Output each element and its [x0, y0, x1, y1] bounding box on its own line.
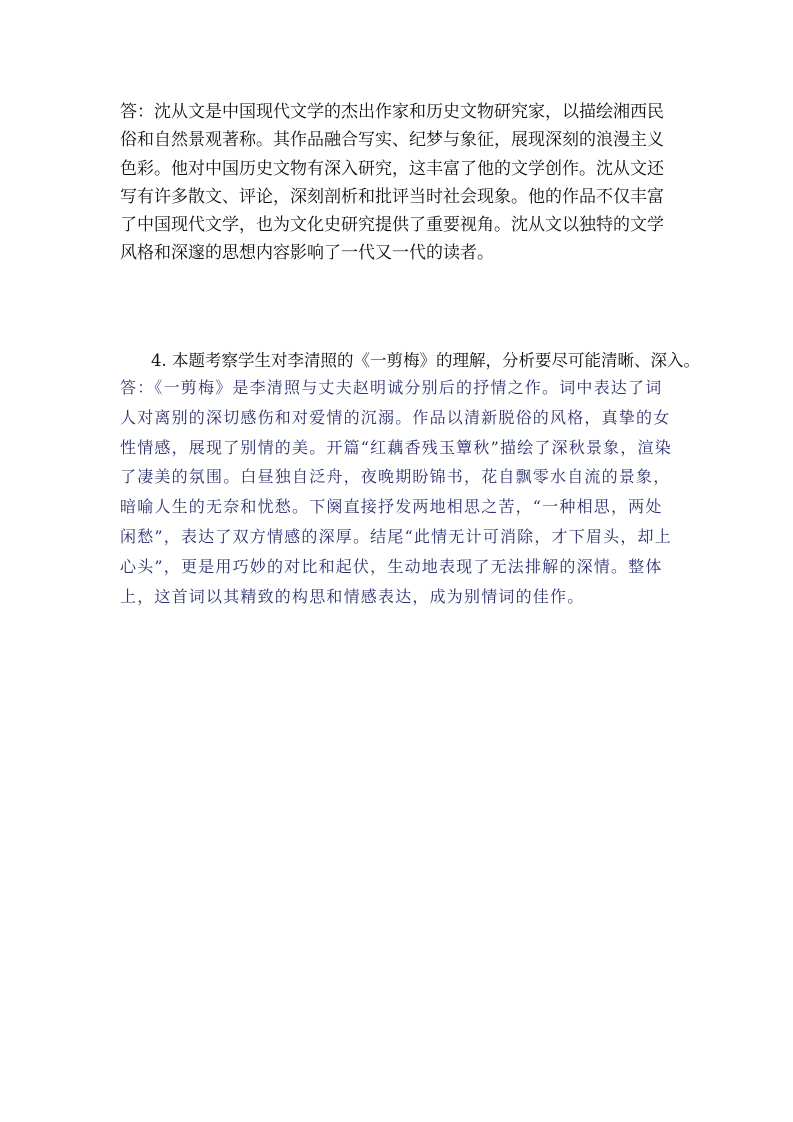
question-4-heading: 4. 本题考察学生对李清照的《一剪梅》的理解，分析要尽可能清晰、深入。: [151, 351, 700, 370]
answer-3-paragraph: 答：沈从文是中国现代文学的杰出作家和历史文物研究家，以描绘湘西民俗和自然景观著称。其作品融合写实、纪梦与象征，展现深刻的浪漫主义色彩。他对中国历史文物有深入研究，这丰富了他的文学创作。沈从文还写有许多散文、评论，深刻剖析和批评当时社会现象。他的作品不仅丰富了中国现代文学，也为文化史研究提供了重要视角。沈从文以独特的文学风格和深邃的思想内容影响了一代又一代的读者。: [120, 102, 664, 264]
answer-4-paragraph: 答：《一剪梅》是李清照与丈夫赵明诚分别后的抒情之作。词中表达了词人对离别的深切感伤和对爱情的沉溺。作品以清新脱俗的风格，真挚的女性情感，展现了别情的美。开篇“红藕香残玉簟秋”描绘了深秋景象，渲染了凄美的氛围。白昼独自泛舟，夜晚期盼锦书，花自飘零水自流的景象，暗喻人生的无奈和忧愁。下阕直接抒发两地相思之苦，“一种相思，两处闲愁”，表达了双方情感的深厚。结尾“此情无计可消除，才下眉头，却上心头”，更是用巧妙的对比和起伏，生动地表现了无法排解的深情。整体上，这首词以其精致的构思和情感表达，成为别情词的佳作。: [120, 378, 672, 606]
